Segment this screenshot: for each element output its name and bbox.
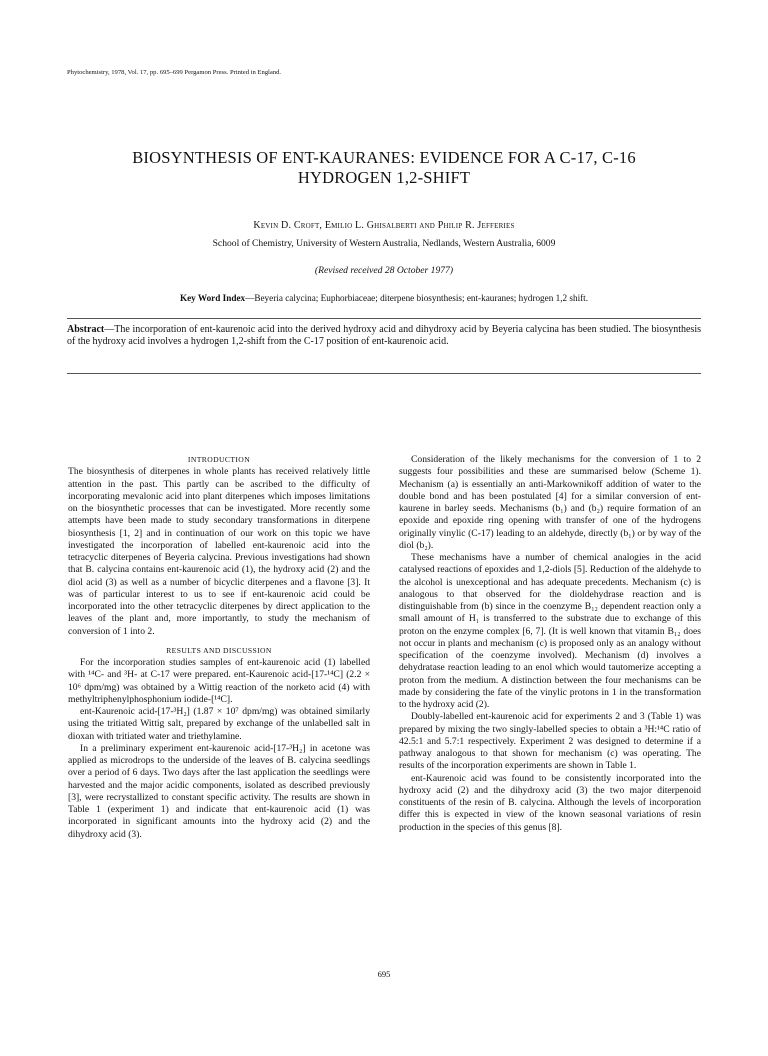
paragraph: ent-Kaurenoic acid-[17-³H₂] (1.87 × 10⁷ dpm/mg) was obtained similarly using the tritiated Wittig salt, prepared by exchange of the unlabelled salt in dioxan with tritiated water and triethylamine.: [68, 706, 370, 742]
left-column: [68, 454, 370, 841]
affiliation: School of Chemistry, University of Western Australia, Nedlands, Western Australia, 6009: [212, 238, 556, 249]
section-heading-introduction: INTRODUCTION: [187, 455, 251, 464]
divider-top: [67, 318, 701, 319]
abstract: [67, 324, 701, 349]
paragraph: Doubly-labelled ent-kaurenoic acid for experiments 2 and 3 (Table 1) was prepared by mixing the two singly-labelled species to obtain a ³H:¹⁴C ratio of 42.5:1 and 5.7:1 respectively. Experiment 2 was designed to determine if a pathway analogous to that shown for mechanism (c) was operating. The results of the incorporation experiments are shown in Table 1.: [399, 711, 701, 772]
divider-bottom: [67, 373, 701, 374]
title-line-2: HYDROGEN 1,2-SHIFT: [297, 168, 471, 187]
author-list: Kevin D. Croft, Emilio L. Ghisalberti and Philip R. Jefferies: [253, 220, 515, 231]
revised-date: (Revised received 28 October 1977): [314, 265, 454, 276]
page-number: 695: [377, 969, 391, 979]
abstract-label: Abstract: [67, 324, 105, 335]
paper-title: [60, 148, 708, 188]
paragraph: These mechanisms have a number of chemical analogies in the acid catalysed reactions of epoxides and 1,2-diols [5]. Reduction of the aldehyde to the alcohol is unexceptional and has adequate precedents. Mechanism (c) is analogous to that observed for the dioldehydrase reaction and is distinguishable from (b) since in the coenzyme B₁₂ dependent reaction only a small amount of H₁ is transferred to the substrate due to exchange of this proton on the enzyme complex [6, 7]. (It is well known that vitamin B₁₂ does not occur in plants and mechanism (c) is proposed only as an analogy without specification of the coenzyme involved). Mechanism (d) involves a dehydratase reaction leading to an enol which would tautomerize accepting a proton from the medium. A distinction between the four mechanisms can be made by considering the fate of the vinylic protons in 1 in the transformation to the hydroxy acid (2).: [399, 552, 701, 710]
right-column: [399, 454, 701, 834]
paragraph: Consideration of the likely mechanisms for the conversion of 1 to 2 suggests four possibilities and these are summarised below (Scheme 1). Mechanism (a) is essentially an anti-Markownikoff addition of water to the double bond and has been postulated [4] for a similar conversion of ent-kaurene in barley seeds. Mechanisms (b₁) and (b₂) require formation of an epoxide and epoxide ring opening with transfer of one of the hydrogens originally vinylic (C-17) leading to an aldehyde, directly (b₁) or by way of the diol (b₂).: [399, 454, 701, 551]
keyword-index: [60, 293, 708, 303]
abstract-text: —The incorporation of ent-kaurenoic acid into the derived hydroxy acid and dihydroxy acid by Beyeria calycina has been studied. The biosynthesis of the hydroxy acid involves a hydrogen 1,2-shift from the C-17 position of ent-kaurenoic acid.: [67, 324, 701, 348]
journal-citation: Phytochemistry, 1978, Vol. 17, pp. 695–699 Pergamon Press. Printed in England.: [67, 69, 282, 76]
paragraph: The biosynthesis of diterpenes in whole plants has received relatively little attention in the past. This partly can be ascribed to the difficulty of incorporating mevalonic acid into plant diterpenes which imposes limitations on the biosynthetic processes that can be investigated. More recently some attempts have been made to study secondary transformations in diterpene biosynthesis [1, 2] and in continuation of our work on this topic we have investigated the incorporation of labelled ent-kaurenoic acid into the tetracyclic diterpenes of Beyeria calycina. Previous investigations had shown that B. calycina contains ent-kaurenoic acid (1), the hydroxy acid (2) and the diol acid (3) as well as a number of bicyclic diterpenes and a flavone [3]. It was of particular interest to us to see if ent-kaurenoic acid could be incorporated into the other tetracyclic diterpenes by direct application to the leaves of the plant and, more importantly, to study the mechanism of conversion of 1 into 2.: [68, 466, 370, 637]
keyword-label: Key Word Index: [179, 293, 246, 303]
paragraph: In a preliminary experiment ent-kaurenoic acid-[17-³H₂] in acetone was applied as microdrops to the underside of the leaves of B. calycina seedlings over a period of 6 days. Two days after the last application the seedlings were harvested and the major acidic components, isolated as described previously [3], were recrystallized to constant specific activity. The results are shown in Table 1 (experiment 1) and indicate that ent-kaurenoic acid (1) was incorporated in significant amounts into the hydroxy acid (2) and the dihydroxy acid (3).: [68, 742, 370, 840]
paragraph: For the incorporation studies samples of ent-kaurenoic acid (1) labelled with ¹⁴C- and ³H- at C-17 were prepared. ent-Kaurenoic acid-[17-¹⁴C] (2.2 × 10⁶ dpm/mg) was obtained by a Wittig reaction of the norketo acid (4) with methyltriphenylphosphonium iodide-[¹⁴C].: [68, 657, 370, 705]
paragraph: ent-Kaurenoic acid was found to be consistently incorporated into the hydroxy acid (2) and the dihydroxy acid (3) the two major diterpenoid constituents of the resin of B. calycina. Although the levels of incorporation differ this is expected in view of the known seasonal variations of resin production in the species of this genus [8].: [399, 772, 701, 833]
keyword-list: —Beyeria calycina; Euphorbiaceae; diterpene biosynthesis; ent-kauranes; hydrogen 1,2 shift.: [245, 293, 589, 303]
title-line-1: BIOSYNTHESIS OF ENT-KAURANES: EVIDENCE FOR A C-17, C-16: [132, 148, 636, 167]
section-heading-results: RESULTS AND DISCUSSION: [166, 645, 272, 655]
